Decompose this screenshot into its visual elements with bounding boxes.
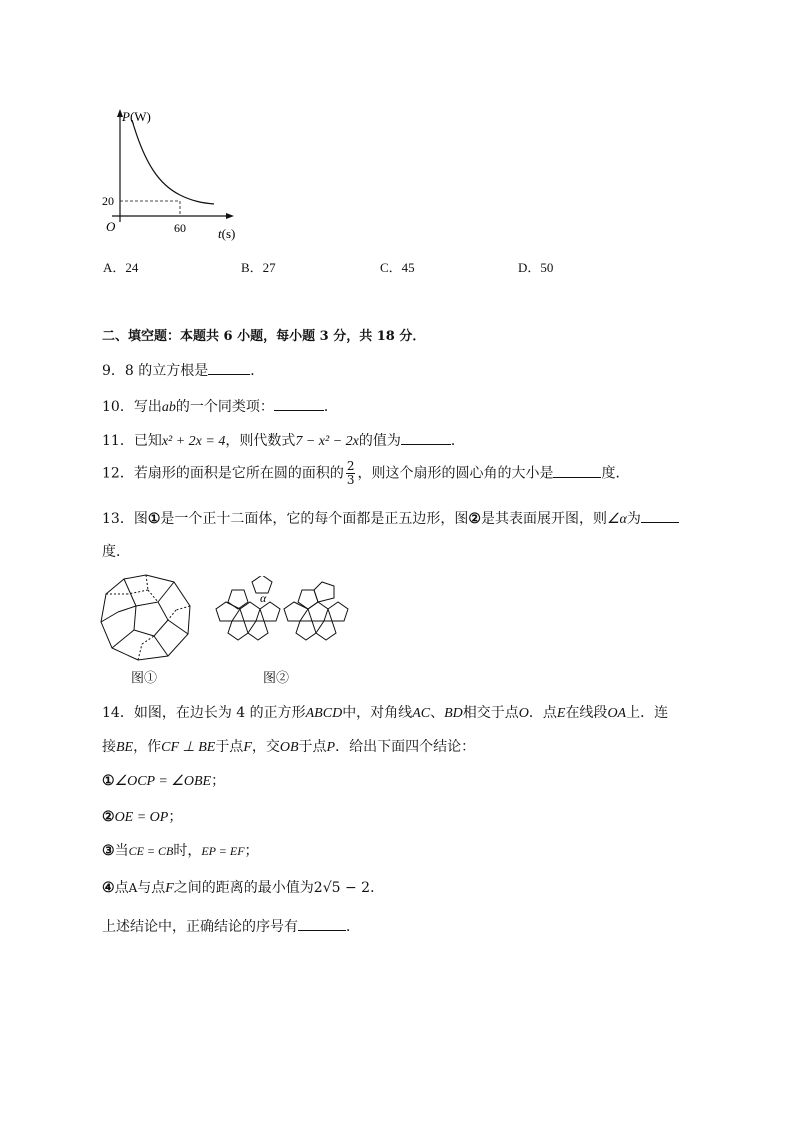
conclusion-1-end: ； (211, 773, 226, 789)
q11-post: 的值为 (358, 433, 401, 449)
q11-pre: 11．已知 (102, 433, 162, 449)
question-11 (102, 430, 465, 450)
conclusion-4-end: ． (370, 880, 385, 896)
q12-end: 度． (601, 465, 630, 482)
q13-post: 是其表面展开图，则 (480, 511, 607, 527)
q14-text-9: 于点 (215, 739, 244, 755)
conclusion-3-mid: 时， (173, 843, 202, 859)
conclusion-4-value: 2√5 − 2 (313, 880, 371, 896)
q14-text-10: ，交 (251, 739, 280, 755)
q14-text-12: ．给出下面四个结论： (335, 739, 476, 755)
q9-text: 9．8 的立方根是 (102, 363, 209, 379)
q14-answer-line (102, 916, 360, 936)
q13-angle: ∠α (606, 512, 627, 527)
q12-pre: 12．若扇形的面积是它所在圆的面积的 (102, 465, 344, 482)
q14-text-6: 上．连 (626, 705, 669, 721)
q12-fraction (346, 460, 356, 487)
q13-wei: 为 (626, 511, 641, 527)
choice-b: B．27 (241, 260, 276, 275)
q14-text-8: ，作 (133, 739, 162, 755)
question-9 (102, 360, 264, 380)
q14-p: P (326, 740, 336, 755)
q14-text-11: 于点 (298, 739, 327, 755)
section-heading: 二、填空题：本题共 6 小题，每小题 3 分，共 18 分． (102, 329, 426, 344)
power-time-graph (100, 105, 250, 245)
origin-label: O (106, 219, 116, 234)
q11-mid: ，则代数式 (225, 433, 296, 449)
conclusion-4-pre: 点 (114, 880, 129, 896)
q14-text-7: 接 (102, 739, 116, 755)
q12-blank (553, 465, 601, 478)
conclusion-3-pre: 当 (114, 843, 129, 859)
q10-var: ab (161, 400, 176, 415)
q10-blank (274, 398, 324, 411)
q14-ob: OB (279, 740, 299, 755)
q14-ac: AC (412, 706, 431, 721)
conclusion-3-claim: EP = EF (201, 844, 245, 858)
q14-sep: 、 (430, 705, 445, 721)
q13-circle-2: ② (468, 511, 481, 527)
q14-bd: BD (444, 706, 463, 721)
conclusion-2-end: ； (168, 809, 183, 825)
choice-c: C．45 (380, 260, 415, 275)
q9-end: ． (250, 363, 265, 379)
q9-blank (208, 362, 250, 375)
conclusion-1 (102, 770, 225, 790)
dodecahedron-net-figure (208, 576, 360, 654)
q14-f: F (243, 740, 252, 755)
q14-text-3: 相交于点 (462, 705, 519, 721)
q12-denominator: 3 (346, 473, 355, 487)
conclusion-2-text: OE = OP (114, 810, 169, 825)
question-12 (102, 460, 629, 487)
q14-text-5: 在线段 (565, 705, 608, 721)
conclusion-4-number: ④ (102, 880, 115, 896)
conclusion-1-number: ① (102, 773, 115, 789)
q12-post: ，则这个扇形的圆心角的大小是 (357, 465, 554, 482)
q13-mid: 是一个正十二面体，它的每个面都是正五边形，图 (160, 511, 469, 527)
figure-2-caption: 图② (263, 671, 290, 686)
q10-pre: 10．写出 (102, 399, 162, 415)
conclusion-1-text: ∠OCP = ∠OBE (114, 774, 212, 789)
q11-end: ． (450, 433, 465, 449)
figure-1-caption: 图① (131, 671, 158, 686)
q11-eq1: x² + 2x = 4 (161, 434, 226, 449)
question-13 (102, 508, 679, 528)
q13-pre: 13．图 (102, 511, 148, 527)
conclusion-4-point-f: F (165, 881, 174, 896)
q10-post: 的一个同类项： (175, 399, 274, 415)
conclusion-3-cond: CE = CB (128, 844, 174, 858)
q11-eq2: 7 − x² − 2x (295, 434, 359, 449)
conclusion-4-point-a: A (128, 881, 138, 895)
q13-blank (641, 510, 679, 523)
conclusion-2-number: ② (102, 809, 115, 825)
x-tick-label: 60 (174, 221, 186, 235)
q14-answer-end: ． (346, 919, 360, 935)
q13-circle-1: ① (147, 511, 161, 527)
choice-a: A．24 (103, 260, 139, 275)
choice-d: D．50 (518, 260, 554, 275)
question-14-line1 (102, 702, 668, 722)
q14-be: BE (116, 740, 134, 755)
q10-end: ． (323, 399, 338, 415)
y-axis-label: P(W) (122, 109, 151, 124)
q14-cf-perp-be: CF ⊥ BE (161, 740, 216, 755)
y-tick-label: 20 (102, 194, 114, 208)
q14-oa: OA (607, 706, 627, 721)
q14-text-2: 中，对角线 (342, 705, 413, 721)
q12-numerator: 2 (346, 459, 355, 473)
conclusion-4-text: 之间的距离的最小值为 (173, 880, 314, 896)
q14-text-1: 14．如图，在边长为 4 的正方形 (102, 705, 306, 721)
x-axis-label: t(s) (218, 226, 236, 241)
x-axis-arrow (226, 213, 234, 219)
q14-e: E (556, 706, 566, 721)
q14-blank (298, 918, 346, 931)
conclusion-2 (102, 806, 182, 826)
q11-blank (401, 432, 451, 445)
question-14-line2 (102, 736, 475, 756)
dodecahedron-figure (98, 572, 194, 664)
q13-line2: 度． (102, 544, 130, 560)
q14-square: ABCD (305, 706, 343, 721)
q14-answer-prompt: 上述结论中，正确结论的序号有 (102, 919, 298, 935)
q14-o: O (518, 706, 529, 721)
alpha-label: α (260, 591, 267, 605)
conclusion-3-end: ； (244, 843, 259, 859)
question-10 (102, 396, 338, 416)
q14-text-4: ．点 (528, 705, 557, 721)
conclusion-4 (102, 877, 384, 897)
conclusion-3 (102, 840, 259, 860)
conclusion-3-number: ③ (102, 843, 115, 859)
conclusion-4-mid: 与点 (137, 880, 166, 896)
power-curve (132, 120, 214, 204)
